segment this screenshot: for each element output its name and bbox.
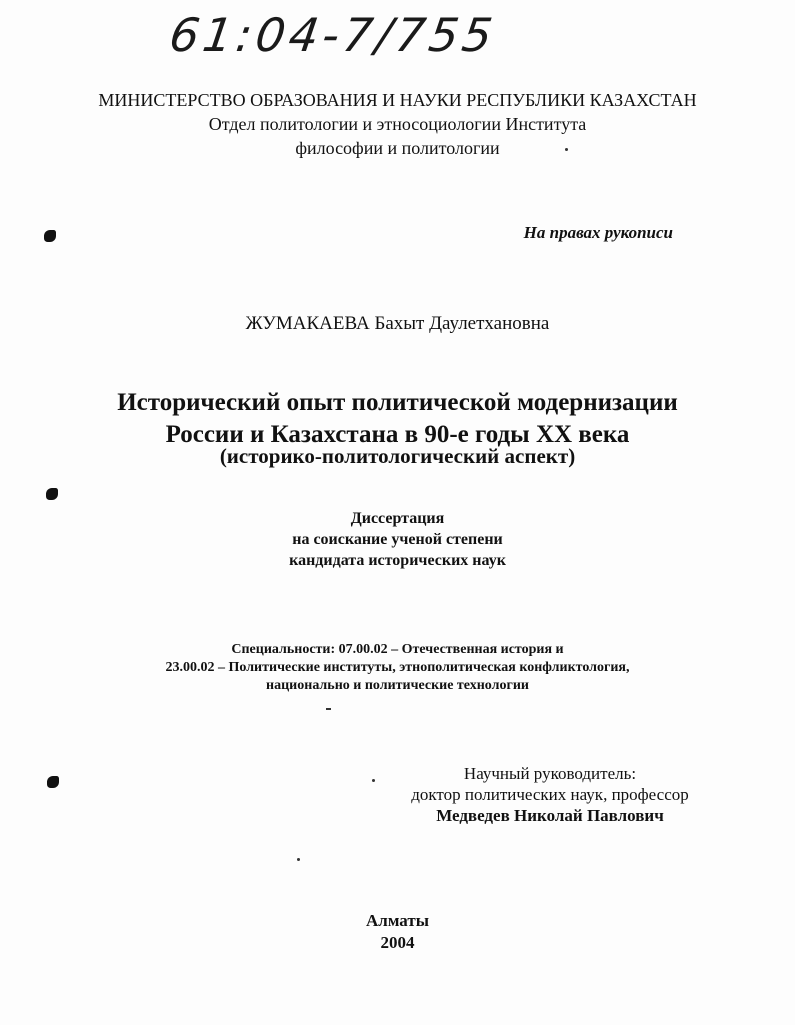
title-line-2: России и Казахстана в 90-е годы XX века: [165, 421, 630, 448]
dissertation-title: [0, 387, 795, 451]
degree-line-1: Диссертация: [350, 510, 445, 527]
department-line: Отдел политологии и этносоциологии Института: [208, 114, 587, 134]
handwritten-archive-code: 61:04-7/755: [166, 8, 500, 62]
institute-line: философии и политологии: [295, 138, 500, 158]
scan-mark: [47, 776, 59, 788]
supervisor-label: Научный руководитель:: [463, 764, 637, 783]
specialties: [0, 641, 795, 695]
degree-line-2: на соискание ученой степени: [292, 531, 503, 548]
author-given-names: Бахыт Даулетхановна: [374, 313, 550, 334]
scan-speck: [565, 148, 568, 151]
ministry-line: МИНИСТЕРСТВО ОБРАЗОВАНИЯ И НАУКИ РЕСПУБЛИКИ КАЗАХСТАН: [98, 90, 697, 110]
supervisor-name: Медведев Николай Павлович: [436, 806, 664, 825]
scan-speck: [326, 708, 331, 710]
year: 2004: [380, 933, 415, 952]
dissertation-subtitle: (историко-политологический аспект): [219, 444, 576, 468]
manuscript-note: На правах рукописи: [523, 223, 673, 242]
scan-speck: [297, 858, 300, 861]
supervisor-degree: доктор политических наук, профессор: [411, 785, 689, 804]
supervisor-block: [360, 763, 740, 826]
degree-statement: [0, 508, 795, 571]
institution-header: [0, 88, 795, 160]
author-name: [0, 313, 795, 335]
degree-line-3: кандидата исторических наук: [289, 552, 506, 569]
city: Алматы: [366, 911, 429, 930]
specialty-line-2: 23.00.02 – Политические институты, этнополитическая конфликтология,: [165, 660, 630, 675]
specialty-line-3: национально и политические технологии: [266, 678, 529, 693]
author-surname: ЖУМАКАЕВА: [245, 313, 370, 334]
place-and-year: [0, 910, 795, 954]
specialty-line-1: Специальности: 07.00.02 – Отечественная история и: [231, 642, 564, 657]
scan-mark: [46, 488, 58, 500]
scan-mark: [44, 230, 56, 242]
title-line-1: Исторический опыт политической модернизации: [117, 389, 678, 416]
